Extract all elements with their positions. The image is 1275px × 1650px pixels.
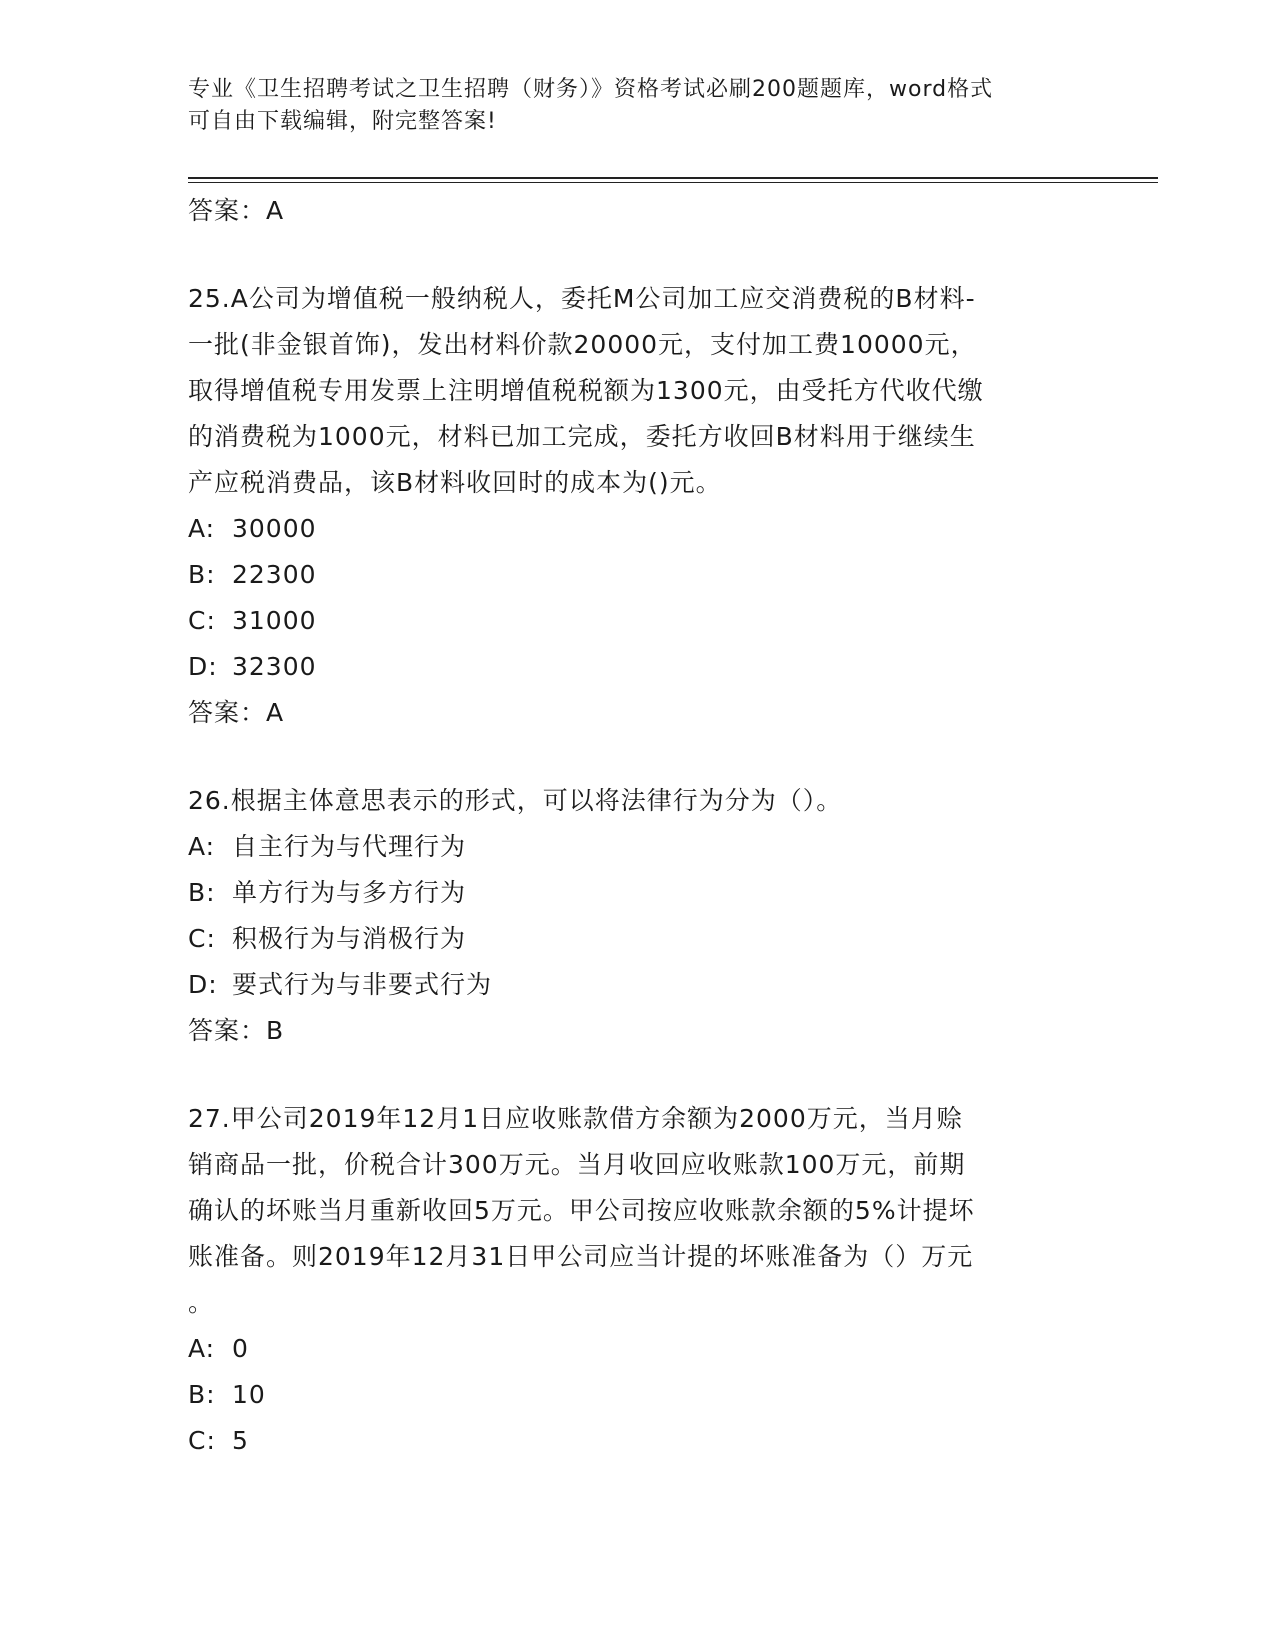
option-a <box>188 824 1088 870</box>
question-25 <box>188 276 1088 736</box>
option-d <box>188 644 1088 690</box>
question-26 <box>188 778 1088 1054</box>
option-text: 22300 <box>232 560 317 589</box>
option-label: B: <box>188 878 216 907</box>
question-line: 销商品一批，价税合计300万元。当月收回应收账款100万元，前期 <box>188 1150 966 1179</box>
option-label: C: <box>188 924 216 953</box>
question-line: 。 <box>188 1288 215 1317</box>
option-text: 积极行为与消极行为 <box>232 924 467 953</box>
question-line: 取得增值税专用发票上注明增值税税额为1300元，由受托方代收代缴 <box>188 376 984 405</box>
header-line-1: 专业《卫生招聘考试之卫生招聘（财务）》资格考试必刷200题题库，word格式 <box>188 77 994 102</box>
option-c <box>188 598 1088 644</box>
option-text: 0 <box>232 1334 249 1363</box>
option-b <box>188 1372 1088 1418</box>
question-line: 确认的坏账当月重新收回5万元。甲公司按应收账款余额的5%计提坏 <box>188 1196 975 1225</box>
question-line: 25.A公司为增值税一般纳税人，委托M公司加工应交消费税的B材料- <box>188 284 976 313</box>
option-label: C: <box>188 1426 216 1455</box>
option-b <box>188 870 1088 916</box>
question-line: 账准备。则2019年12月31日甲公司应当计提的坏账准备为（）万元 <box>188 1242 974 1271</box>
answer-line: 答案：A <box>188 196 285 225</box>
option-text: 10 <box>232 1380 266 1409</box>
option-label: C: <box>188 606 216 635</box>
option-d <box>188 962 1088 1008</box>
question-line: 一批(非金银首饰)，发出材料价款20000元，支付加工费10000元， <box>188 330 977 359</box>
question-text <box>188 276 1088 506</box>
option-text: 32300 <box>232 652 317 681</box>
header-rule-thin <box>188 182 1158 183</box>
option-b <box>188 552 1088 598</box>
option-text: 30000 <box>232 514 317 543</box>
option-text: 要式行为与非要式行为 <box>232 970 493 999</box>
option-label: D: <box>188 970 218 999</box>
question-text <box>188 1096 1088 1326</box>
option-label: B: <box>188 560 216 589</box>
question-line: 产应税消费品，该B材料收回时的成本为()元。 <box>188 468 722 497</box>
answer-line: 答案：B <box>188 1016 285 1045</box>
option-a <box>188 506 1088 552</box>
header-line-2: 可自由下载编辑，附完整答案! <box>188 109 497 134</box>
option-label: B: <box>188 1380 216 1409</box>
question-line: 26.根据主体意思表示的形式，可以将法律行为分为（）。 <box>188 786 843 815</box>
option-label: A: <box>188 1334 216 1363</box>
header-rule-thick <box>188 177 1158 179</box>
question-text <box>188 778 1088 824</box>
option-c <box>188 916 1088 962</box>
document-header <box>188 74 1088 138</box>
question-line: 27.甲公司2019年12月1日应收账款借方余额为2000万元，当月赊 <box>188 1104 963 1133</box>
option-text: 5 <box>232 1426 249 1455</box>
option-text: 自主行为与代理行为 <box>232 832 467 861</box>
option-c <box>188 1418 1088 1464</box>
question-list <box>188 188 1088 1464</box>
question-27 <box>188 1096 1088 1464</box>
option-text: 31000 <box>232 606 317 635</box>
option-a <box>188 1326 1088 1372</box>
question-line: 的消费税为1000元，材料已加工完成，委托方收回B材料用于继续生 <box>188 422 976 451</box>
option-label: D: <box>188 652 218 681</box>
option-label: A: <box>188 514 216 543</box>
option-text: 单方行为与多方行为 <box>232 878 467 907</box>
answer-line: 答案：A <box>188 698 285 727</box>
option-label: A: <box>188 832 216 861</box>
